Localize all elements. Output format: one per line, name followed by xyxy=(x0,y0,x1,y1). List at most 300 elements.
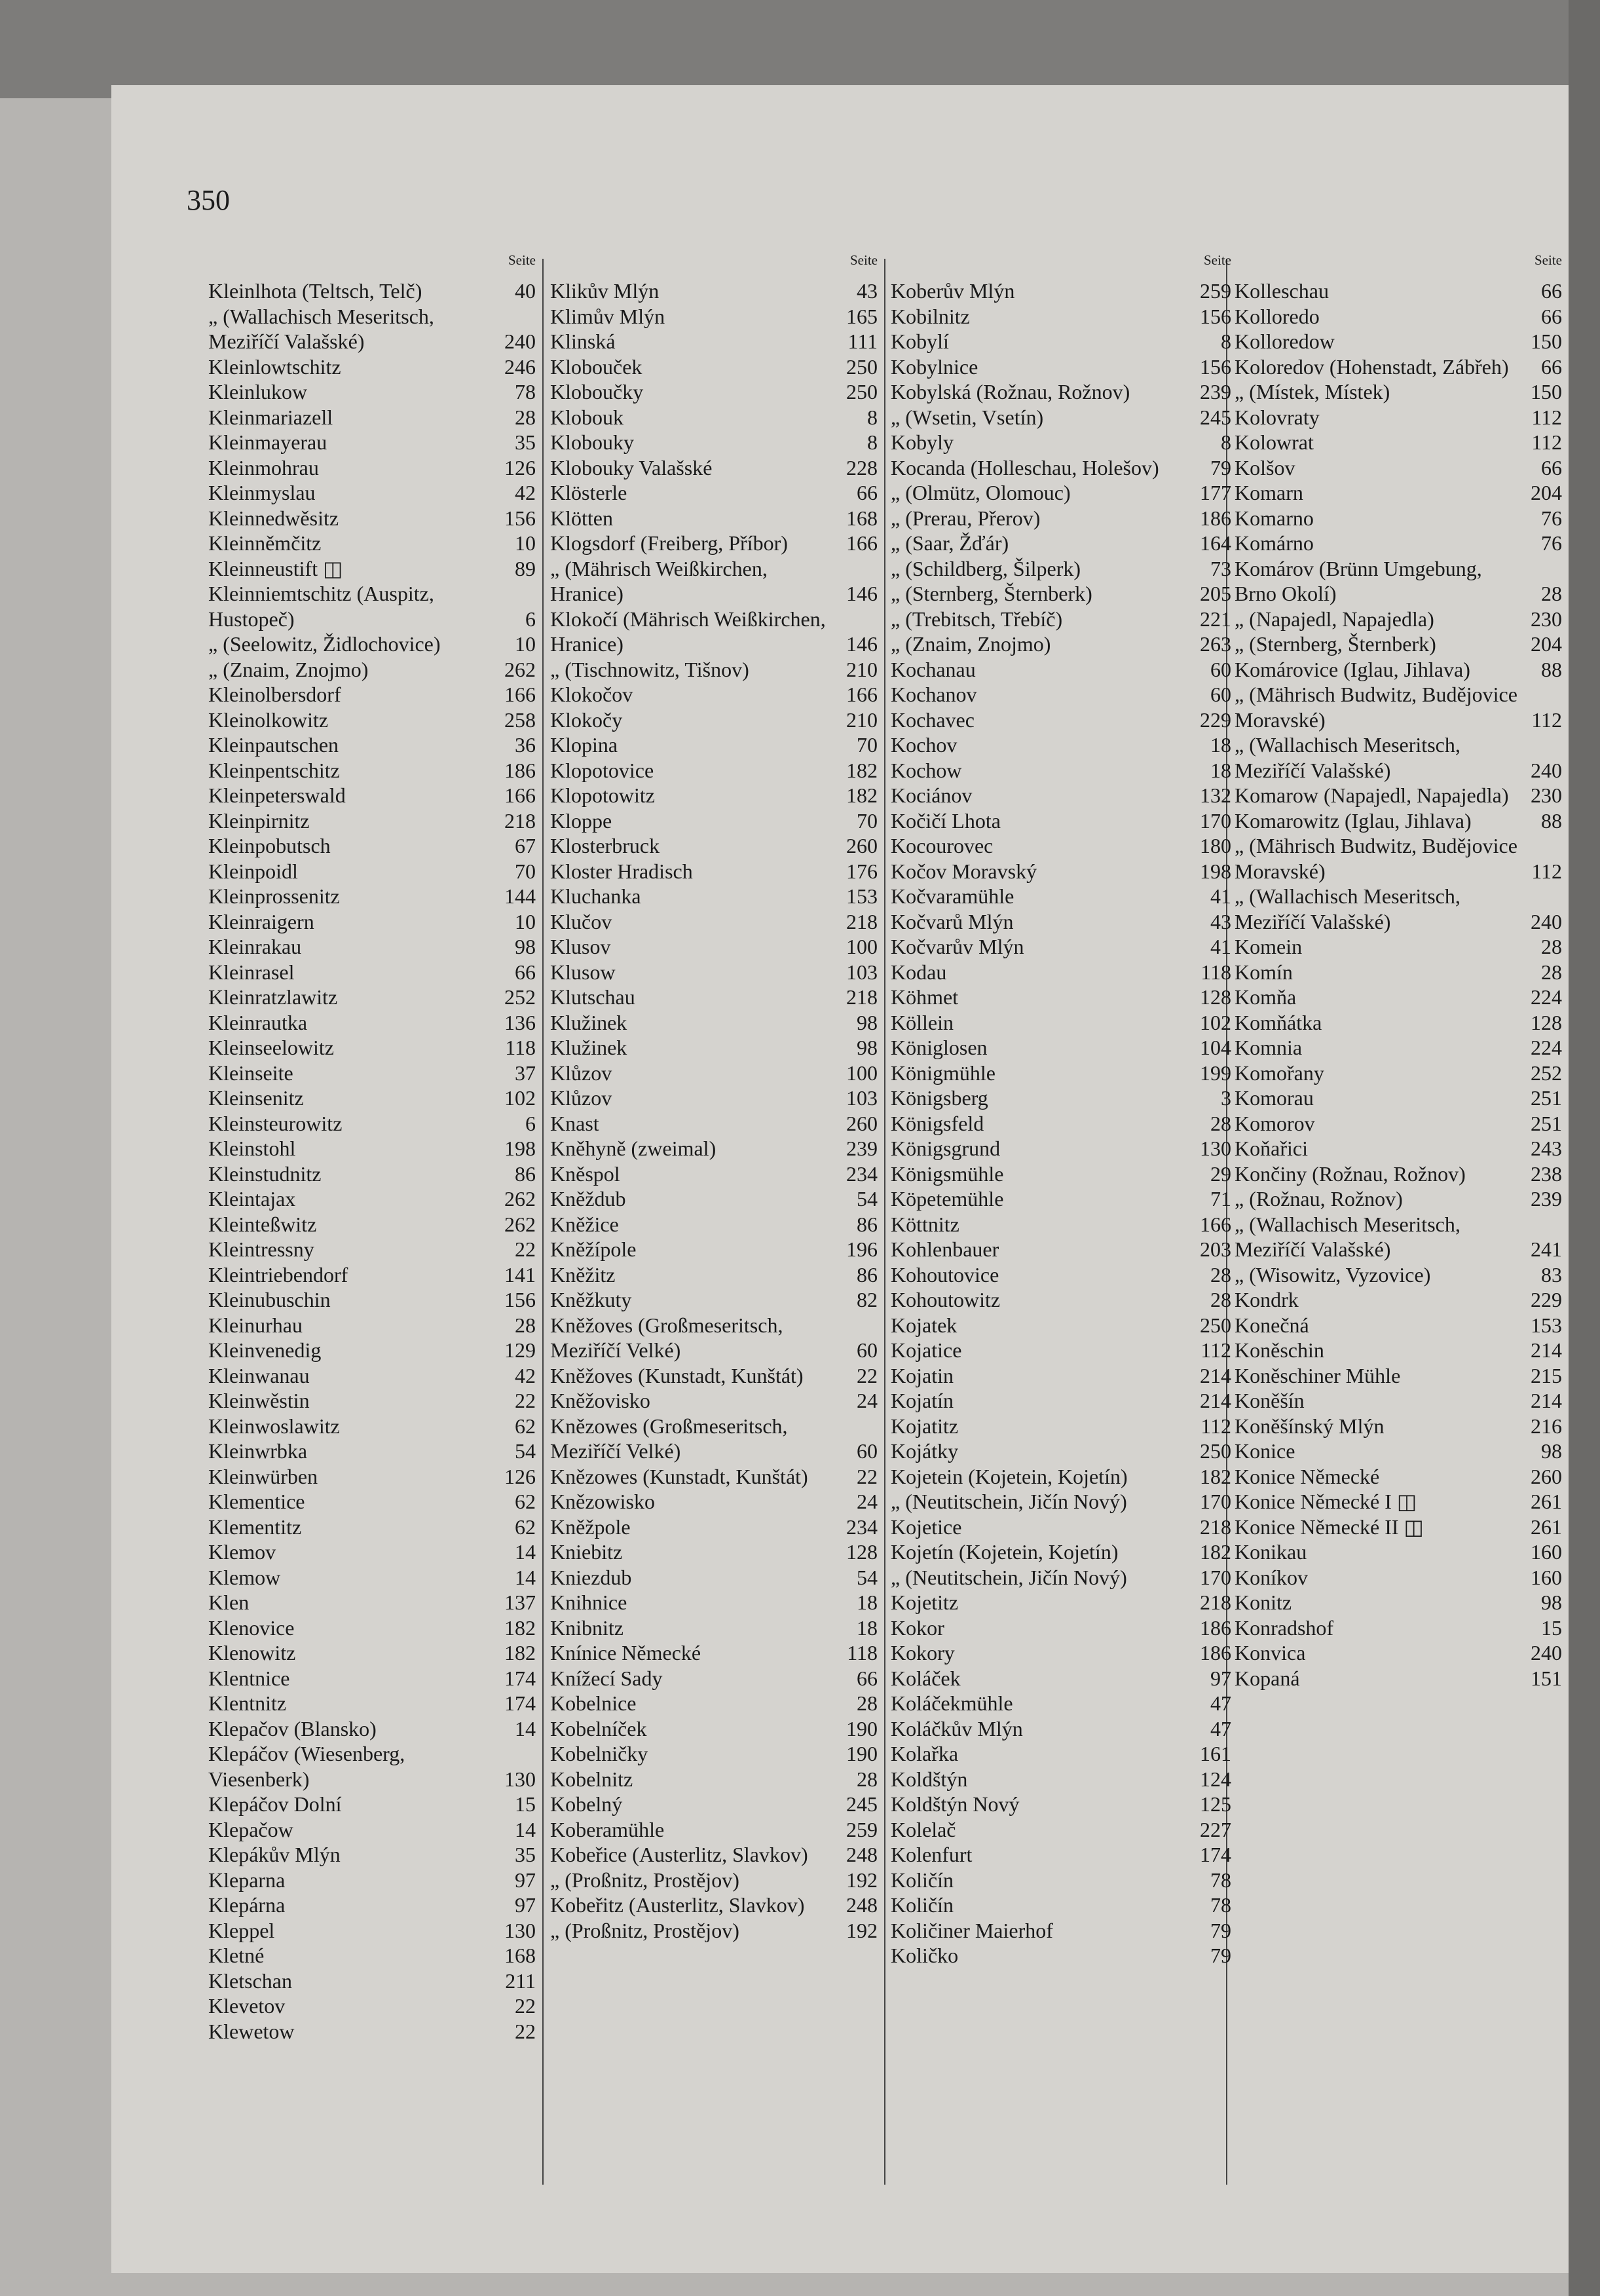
page-reference: 103 xyxy=(846,1086,878,1110)
index-entry xyxy=(891,1010,1231,1036)
place-name: Kolšov xyxy=(1235,455,1295,480)
place-name: Kobyly xyxy=(891,430,954,454)
index-entry xyxy=(891,405,1231,430)
place-name: Konečná xyxy=(1235,1313,1309,1337)
index-entry xyxy=(208,631,536,657)
place-name: Konvica xyxy=(1235,1641,1306,1665)
place-name: Kobelničky xyxy=(550,1742,648,1765)
page-reference: 218 xyxy=(846,985,878,1009)
page-reference: 125 xyxy=(1200,1792,1231,1816)
place-name: Kleinprossenitz xyxy=(208,884,340,908)
page-reference: 260 xyxy=(846,834,878,857)
page-reference: 103 xyxy=(846,960,878,984)
place-name: Kolenfurt xyxy=(891,1843,973,1866)
index-entry xyxy=(550,430,878,455)
page-reference: 100 xyxy=(846,935,878,958)
page-reference: 41 xyxy=(1210,884,1231,908)
place-name: Kleinubuschin xyxy=(208,1288,331,1311)
index-entry xyxy=(891,1868,1231,1893)
index-entry xyxy=(208,909,536,935)
page-reference: 97 xyxy=(1210,1666,1231,1690)
place-name: „ (Místek, Místek) xyxy=(1235,380,1390,404)
page-reference: 22 xyxy=(515,1389,536,1412)
page-reference: 14 xyxy=(515,1540,536,1564)
page-reference: 251 xyxy=(1531,1086,1562,1110)
place-name: Klůzov xyxy=(550,1061,612,1085)
page-reference: 170 xyxy=(1200,1565,1231,1589)
index-entry xyxy=(208,1338,536,1363)
page-reference: 259 xyxy=(846,1817,878,1841)
index-entry xyxy=(550,455,878,481)
place-name: Kojetín (Kojetein, Kojetín) xyxy=(891,1540,1119,1564)
place-name: Kocourovec xyxy=(891,834,994,857)
index-entry xyxy=(891,1918,1231,1944)
place-name: Klemov xyxy=(208,1540,276,1564)
page-reference: 245 xyxy=(846,1792,878,1816)
page-reference: 141 xyxy=(504,1262,536,1287)
place-name: Knast xyxy=(550,1111,599,1135)
place-name: Kněžkuty xyxy=(550,1288,632,1311)
place-name: „ (Wallachisch Meseritsch, Meziříčí Valašské) xyxy=(1235,1212,1460,1261)
place-name: Kleinurhau xyxy=(208,1313,303,1337)
index-entry xyxy=(1235,1539,1562,1565)
page-reference: 198 xyxy=(1200,859,1231,883)
index-entry xyxy=(1235,1313,1562,1338)
page-reference: 118 xyxy=(1200,960,1231,984)
index-entry xyxy=(208,1010,536,1036)
place-name: Klosterbruck xyxy=(550,834,660,857)
page-reference: 41 xyxy=(1210,935,1231,958)
place-name: Kojetein (Kojetein, Kojetín) xyxy=(891,1464,1128,1488)
page-reference: 18 xyxy=(857,1615,878,1640)
place-name: Koníkov xyxy=(1235,1565,1308,1589)
index-entry xyxy=(208,1968,536,1994)
place-name: Klimův Mlýn xyxy=(550,304,665,328)
page-reference: 10 xyxy=(515,531,536,555)
index-entry xyxy=(1235,1085,1562,1111)
index-entry xyxy=(1235,278,1562,304)
page-reference: 66 xyxy=(1541,304,1562,328)
page-reference: 262 xyxy=(504,657,536,681)
index-entry xyxy=(891,1237,1231,1262)
place-name: Koněschiner Mühle xyxy=(1235,1363,1401,1387)
place-name: Kleintressny xyxy=(208,1237,314,1261)
index-entry xyxy=(1235,1061,1562,1086)
page-reference: 130 xyxy=(504,1918,536,1942)
page-reference: 98 xyxy=(857,1036,878,1059)
index-entry xyxy=(891,1061,1231,1086)
index-entry xyxy=(550,1666,878,1691)
place-name: Klentnice xyxy=(208,1666,290,1690)
page-reference: 170 xyxy=(1200,808,1231,833)
page-reference: 73 xyxy=(1210,556,1231,580)
page-reference: 66 xyxy=(515,960,536,984)
place-name: Kojatitz xyxy=(891,1414,959,1438)
place-name: Količko xyxy=(891,1944,959,1967)
place-name: Kleinniemtschitz (Auspitz, Hustopeč) xyxy=(208,582,434,631)
index-entry xyxy=(1235,1414,1562,1439)
index-entry xyxy=(550,480,878,506)
page-reference: 186 xyxy=(1200,506,1231,530)
place-name: Klužinek xyxy=(550,1036,627,1059)
place-name: Koldštýn xyxy=(891,1767,968,1791)
place-name: „ (Wisowitz, Vyzovice) xyxy=(1235,1262,1431,1287)
place-name: Kleinratzlawitz xyxy=(208,985,338,1009)
page-reference: 36 xyxy=(515,733,536,757)
page-reference: 166 xyxy=(846,531,878,555)
index-entry xyxy=(208,1615,536,1641)
page-reference: 22 xyxy=(857,1464,878,1488)
index-entry xyxy=(891,1313,1231,1338)
index-entry xyxy=(891,758,1231,783)
page-reference: 111 xyxy=(847,329,878,353)
page-reference: 79 xyxy=(1210,1918,1231,1942)
page-reference: 214 xyxy=(1200,1389,1231,1412)
index-entry xyxy=(208,985,536,1010)
place-name: Kojatek xyxy=(891,1313,958,1337)
page-reference: 168 xyxy=(504,1944,536,1967)
page-reference: 28 xyxy=(1210,1111,1231,1135)
index-entry xyxy=(891,859,1231,884)
page-reference: 250 xyxy=(1200,1439,1231,1463)
index-entry xyxy=(891,1489,1231,1515)
page-reference: 182 xyxy=(846,783,878,807)
index-entry xyxy=(1235,657,1562,683)
place-name: Kleintriebendorf xyxy=(208,1262,348,1287)
index-entry xyxy=(891,1212,1231,1237)
place-name: „ (Napajedl, Napajedla) xyxy=(1235,607,1434,631)
index-entry xyxy=(891,379,1231,405)
place-name: Klokočy xyxy=(550,707,623,732)
page-reference: 174 xyxy=(504,1666,536,1690)
index-entry xyxy=(1235,934,1562,960)
page-reference: 98 xyxy=(1541,1590,1562,1614)
place-name: Kloppe xyxy=(550,808,612,833)
page-reference: 112 xyxy=(1200,1414,1231,1438)
page-reference: 150 xyxy=(1531,329,1562,353)
index-entry xyxy=(550,884,878,909)
place-name: Kleinrakau xyxy=(208,935,302,958)
index-entry xyxy=(208,1464,536,1490)
place-name: Kniebitz xyxy=(550,1540,623,1564)
place-name: Kleintajax xyxy=(208,1187,296,1211)
index-entry xyxy=(208,1993,536,2019)
place-name: Klokočí (Mährisch Weißkirchen, Hranice) xyxy=(550,607,826,656)
index-column-4 xyxy=(1235,252,1562,2185)
page-reference: 182 xyxy=(1200,1540,1231,1564)
page-reference: 153 xyxy=(846,884,878,908)
page-reference: 250 xyxy=(846,354,878,379)
place-name: Kleinrautka xyxy=(208,1010,308,1034)
page-reference: 29 xyxy=(1210,1161,1231,1186)
place-name: Koláčekmühle xyxy=(891,1691,1013,1715)
place-name: Kněžípole xyxy=(550,1237,637,1261)
index-entry xyxy=(891,1539,1231,1565)
index-entry xyxy=(550,682,878,707)
place-name: Klementice xyxy=(208,1490,305,1513)
index-entry xyxy=(891,657,1231,683)
place-name: Klentnitz xyxy=(208,1691,287,1715)
index-entry xyxy=(208,657,536,683)
page-reference: 22 xyxy=(515,1237,536,1261)
page-reference: 192 xyxy=(846,1868,878,1892)
place-name: Klobouk xyxy=(550,405,623,429)
page-reference: 258 xyxy=(504,707,536,732)
page-reference: 37 xyxy=(515,1061,536,1085)
place-name: Komárov (Brünn Umgebung, Brno Okolí) xyxy=(1235,556,1482,605)
place-name: Königlosen xyxy=(891,1036,988,1059)
page-reference: 24 xyxy=(857,1490,878,1513)
index-entry xyxy=(891,631,1231,657)
page-reference: 168 xyxy=(846,506,878,530)
place-name: Kleinlhota (Teltsch, Telč) xyxy=(208,279,422,303)
page-reference: 260 xyxy=(846,1111,878,1135)
index-entry xyxy=(891,1943,1231,1968)
page-reference: 129 xyxy=(504,1338,536,1362)
place-name: Končiny (Rožnau, Rožnov) xyxy=(1235,1161,1466,1186)
place-name: Klepárna xyxy=(208,1893,286,1917)
place-name: Kohoutowitz xyxy=(891,1288,1001,1311)
index-entry xyxy=(208,732,536,758)
index-entry xyxy=(550,354,878,380)
place-name: Kochavec xyxy=(891,707,975,732)
index-entry xyxy=(208,1363,536,1389)
index-entry xyxy=(208,1515,536,1540)
index-entry xyxy=(891,304,1231,329)
place-name: Kleinpoidl xyxy=(208,859,298,883)
place-name: Klinská xyxy=(550,329,616,353)
place-name: Klutschau xyxy=(550,985,635,1009)
index-entry xyxy=(550,1892,878,1918)
page-reference: 204 xyxy=(1531,481,1562,504)
entry-list xyxy=(208,278,536,2044)
index-entry xyxy=(550,934,878,960)
page-reference: 259 xyxy=(1200,279,1231,303)
index-entry xyxy=(891,1262,1231,1288)
place-name: Kněžpole xyxy=(550,1515,631,1539)
index-entry xyxy=(1235,1640,1562,1666)
page-reference: 102 xyxy=(1200,1010,1231,1034)
index-entry xyxy=(208,1186,536,1212)
index-entry xyxy=(891,1615,1231,1641)
place-name: Kleinněmčitz xyxy=(208,531,322,555)
index-entry xyxy=(208,2019,536,2044)
index-entry xyxy=(891,1565,1231,1590)
index-entry xyxy=(1235,531,1562,556)
page-reference: 18 xyxy=(857,1590,878,1614)
page-reference: 118 xyxy=(847,1641,878,1665)
page-reference: 130 xyxy=(1200,1137,1231,1160)
place-name: Königsgrund xyxy=(891,1137,1001,1160)
page-reference: 186 xyxy=(1200,1641,1231,1665)
place-name: Klösterle xyxy=(550,481,627,504)
place-name: Klusov xyxy=(550,935,611,958)
place-name: Koberamühle xyxy=(550,1817,665,1841)
place-name: Kleinpobutsch xyxy=(208,834,331,857)
index-entry xyxy=(208,1439,536,1464)
place-name: Kochanau xyxy=(891,657,976,681)
page-reference: 60 xyxy=(1210,657,1231,681)
index-entry xyxy=(1235,808,1562,834)
place-name: Koberův Mlýn xyxy=(891,279,1015,303)
page-reference: 248 xyxy=(846,1893,878,1917)
column-rule-1 xyxy=(542,259,544,2185)
page-reference: 22 xyxy=(515,1994,536,2018)
page-reference: 35 xyxy=(515,430,536,454)
place-name: Kopaná xyxy=(1235,1666,1300,1690)
place-name: Kniezdub xyxy=(550,1565,632,1589)
index-entry xyxy=(550,909,878,935)
place-name: Kleinseelowitz xyxy=(208,1036,334,1059)
place-name: Kleinsenitz xyxy=(208,1086,304,1110)
page-reference: 70 xyxy=(857,808,878,833)
page-reference: 15 xyxy=(1541,1615,1562,1640)
page-reference: 229 xyxy=(1531,1288,1562,1311)
page-reference: 62 xyxy=(515,1515,536,1539)
place-name: Kleinpentschitz xyxy=(208,758,340,782)
place-name: Količín xyxy=(891,1893,954,1917)
place-name: Komín xyxy=(1235,960,1293,984)
page-reference: 190 xyxy=(846,1716,878,1741)
place-name: Klusow xyxy=(550,960,616,984)
index-entry xyxy=(550,1515,878,1540)
index-entry xyxy=(208,1741,536,1792)
place-name: Köllein xyxy=(891,1010,954,1034)
page-reference: 182 xyxy=(1200,1464,1231,1488)
page-reference: 8 xyxy=(867,430,878,454)
page-reference: 78 xyxy=(1210,1893,1231,1917)
index-entry xyxy=(891,1085,1231,1111)
place-name: „ (Neutitschein, Jičín Nový) xyxy=(891,1565,1127,1589)
place-name: Königsfeld xyxy=(891,1111,984,1135)
index-entry xyxy=(891,1640,1231,1666)
page-reference: 251 xyxy=(1531,1111,1562,1135)
index-entry xyxy=(1235,430,1562,455)
index-column-2 xyxy=(550,252,878,2185)
page-reference: 76 xyxy=(1541,531,1562,555)
place-name: Klötten xyxy=(550,506,613,530)
index-entry xyxy=(208,934,536,960)
place-name: „ (Sternberg, Šternberk) xyxy=(1235,632,1436,656)
index-entry xyxy=(550,1414,878,1464)
index-entry xyxy=(891,682,1231,707)
page-reference: 66 xyxy=(857,481,878,504)
index-column-1 xyxy=(208,252,536,2185)
place-name: Klobouky xyxy=(550,430,634,454)
index-entry xyxy=(891,960,1231,985)
place-name: Knínice Německé xyxy=(550,1641,701,1665)
place-name: Kleinneustift ◫ xyxy=(208,556,343,580)
page-reference: 136 xyxy=(504,1010,536,1034)
place-name: Kněžoves (Kunstadt, Kunštát) xyxy=(550,1363,804,1387)
page-reference: 28 xyxy=(1541,582,1562,605)
page-reference: 100 xyxy=(846,1061,878,1085)
page-reference: 104 xyxy=(1200,1036,1231,1059)
place-name: Klopina xyxy=(550,733,618,757)
index-entry xyxy=(1235,884,1562,934)
index-entry xyxy=(550,1363,878,1389)
page-reference: 156 xyxy=(504,1288,536,1311)
place-name: Koněšínský Mlýn xyxy=(1235,1414,1385,1438)
index-entry xyxy=(208,1212,536,1237)
place-name: Kojatice xyxy=(891,1338,962,1362)
index-entry xyxy=(891,1817,1231,1843)
place-name: Kleinmohrau xyxy=(208,455,319,480)
page-reference: 156 xyxy=(1200,304,1231,328)
index-entry xyxy=(550,1061,878,1086)
index-entry xyxy=(891,732,1231,758)
index-entry xyxy=(550,1792,878,1817)
place-name: Kněždub xyxy=(550,1187,626,1211)
place-name: Koláček xyxy=(891,1666,961,1690)
index-entry xyxy=(550,960,878,985)
page-reference: 182 xyxy=(504,1641,536,1665)
place-name: Kleinwěstin xyxy=(208,1389,310,1412)
index-entry xyxy=(1235,1287,1562,1313)
place-name: Klepačow xyxy=(208,1817,293,1841)
index-entry xyxy=(550,556,878,607)
page-reference: 89 xyxy=(515,556,536,580)
index-entry xyxy=(550,1489,878,1515)
page-reference: 166 xyxy=(504,783,536,807)
index-entry xyxy=(208,531,536,556)
place-name: „ (Znaim, Znojmo) xyxy=(891,632,1051,656)
page-reference: 180 xyxy=(1200,834,1231,857)
index-entry xyxy=(550,1161,878,1187)
place-name: Kochanov xyxy=(891,683,977,706)
index-entry xyxy=(891,909,1231,935)
place-name: Komořany xyxy=(1235,1061,1324,1085)
place-name: „ (Znaim, Znojmo) xyxy=(208,657,369,681)
place-name: Knězowes (Großmeseritsch, Meziříčí Velké) xyxy=(550,1414,788,1463)
index-entry xyxy=(891,455,1231,481)
index-entry xyxy=(550,405,878,430)
place-name: Kletschan xyxy=(208,1968,292,1993)
place-name: Klevetov xyxy=(208,1994,286,2018)
page-reference: 112 xyxy=(1200,1338,1231,1362)
page-reference: 234 xyxy=(846,1161,878,1186)
page-reference: 28 xyxy=(857,1691,878,1715)
page-reference: 144 xyxy=(504,884,536,908)
page-reference: 3 xyxy=(1221,1086,1231,1110)
index-entry xyxy=(550,329,878,354)
place-name: Kněspol xyxy=(550,1161,620,1186)
index-entry xyxy=(1235,1338,1562,1363)
index-entry xyxy=(208,1691,536,1716)
place-name: „ (Wsetin, Vsetín) xyxy=(891,405,1044,429)
place-name: Koněschin xyxy=(1235,1338,1324,1362)
entry-list xyxy=(891,278,1231,1968)
page-reference: 112 xyxy=(1531,859,1562,883)
page-reference: 170 xyxy=(1200,1490,1231,1513)
page-reference: 230 xyxy=(1531,607,1562,631)
place-name: „ (Rožnau, Rožnov) xyxy=(1235,1187,1403,1211)
page-reference: 161 xyxy=(1200,1742,1231,1765)
index-entry xyxy=(550,1262,878,1288)
page-reference: 28 xyxy=(1541,960,1562,984)
place-name: Konradshof xyxy=(1235,1615,1334,1640)
place-name: Količín xyxy=(891,1868,954,1892)
index-entry xyxy=(208,1388,536,1414)
index-entry xyxy=(1235,329,1562,354)
place-name: Kobelnitz xyxy=(550,1767,633,1791)
index-entry xyxy=(891,1136,1231,1161)
index-entry xyxy=(550,1691,878,1716)
page-reference: 60 xyxy=(857,1439,878,1463)
page-reference: 218 xyxy=(1200,1515,1231,1539)
page-reference: 174 xyxy=(1200,1843,1231,1866)
page-reference: 62 xyxy=(515,1414,536,1438)
